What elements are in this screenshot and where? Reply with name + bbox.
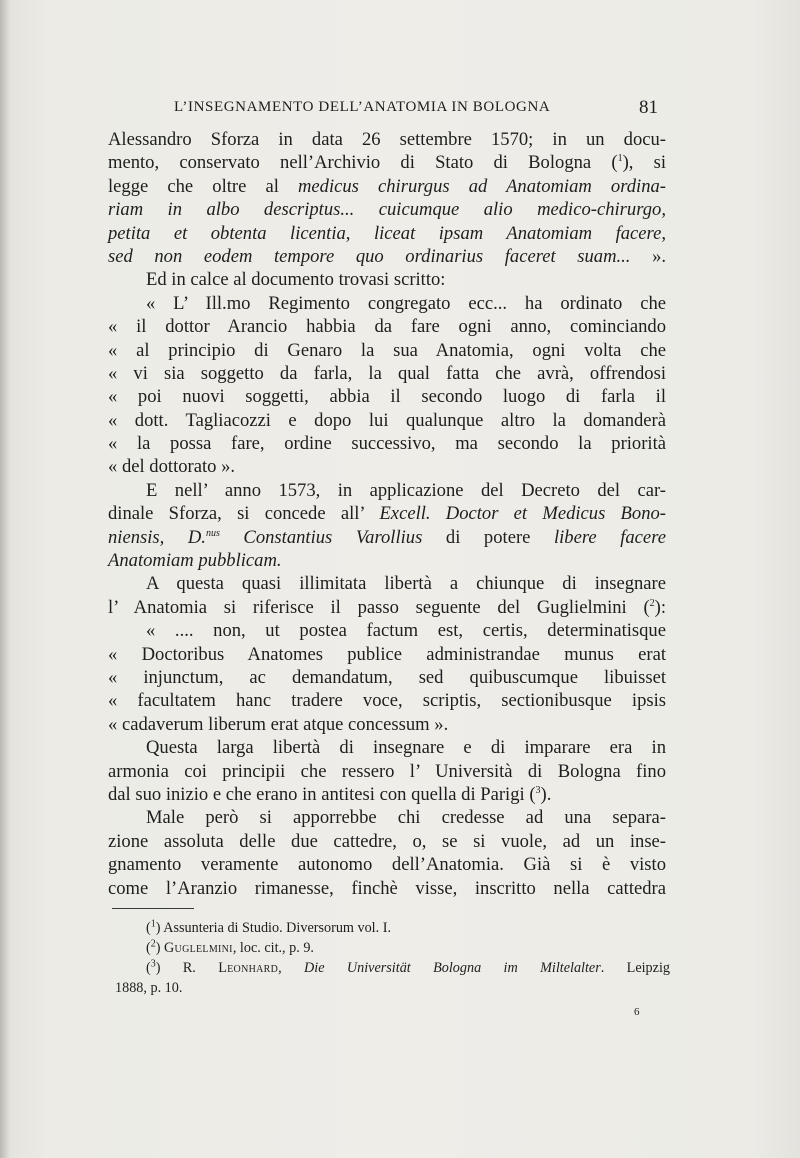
text-segment: libere facere xyxy=(553,526,666,548)
text-line xyxy=(108,760,666,783)
text-line xyxy=(108,713,666,736)
text-line xyxy=(108,409,666,432)
text-segment: di potere xyxy=(422,526,554,548)
text-line xyxy=(108,549,666,572)
footnotes xyxy=(115,918,670,998)
text-segment: come l’Aranzio rimanesse, finchè visse, inscritto nella cattedra xyxy=(108,877,666,899)
text-segment: « facultatem hanc tradere voce, scriptis, sectionibusque ipsis xyxy=(108,690,666,712)
text-segment: ( xyxy=(146,940,151,956)
text-line xyxy=(108,128,666,151)
text-segment: mento, conservato nell’Archivio di Stato di Bologna ( xyxy=(108,152,618,174)
text-line xyxy=(108,175,666,198)
text-line xyxy=(108,432,666,455)
text-segment: ) xyxy=(155,940,165,956)
text-segment: Die Universität Bologna im Miltelalter xyxy=(304,960,601,976)
text-segment: niensis, D. xyxy=(108,526,206,548)
text-segment: « la possa fare, ordine successivo, ma secondo la priorità xyxy=(108,433,666,455)
text-segment: « dott. Tagliacozzi e dopo lui qualunque altro la domanderà xyxy=(108,409,666,431)
text-segment: riam in albo descriptus... cuicumque alio medico-chirurgo, xyxy=(108,199,666,221)
text-line xyxy=(108,222,666,245)
text-segment: 1888, p. 10. xyxy=(115,980,183,996)
text-line xyxy=(108,572,666,595)
text-segment: ), si xyxy=(622,152,666,174)
text-line xyxy=(108,643,666,666)
running-title: L’INSEGNAMENTO DELL’ANATOMIA IN BOLOGNA xyxy=(174,99,551,115)
footnote-line xyxy=(115,978,670,998)
text-segment: A questa quasi illimitata libertà a chiunque di insegnare xyxy=(146,573,666,595)
text-line xyxy=(108,502,666,525)
signature-mark: 6 xyxy=(634,1006,640,1018)
text-segment: 3 xyxy=(150,958,156,970)
text-segment: 1 xyxy=(617,153,623,165)
text-segment: « injunctum, ac demandatum, sed quibuscumque libuisset xyxy=(108,666,666,688)
text-segment: 1 xyxy=(150,918,156,930)
text-segment: dal suo inizio e che erano in antitesi con quella di Parigi ( xyxy=(108,783,536,805)
text-segment: ) Assunteria di Studio. Diversorum vol. I. xyxy=(155,920,391,936)
text-segment: E nell’ anno 1573, in applicazione del Decreto del car- xyxy=(146,479,666,501)
text-segment: zione assoluta delle due cattedre, o, se si vuole, ad un inse- xyxy=(108,830,666,852)
text-line xyxy=(108,853,666,876)
footnote-line xyxy=(115,918,670,938)
body-text xyxy=(108,128,666,900)
text-line xyxy=(108,830,666,853)
text-line xyxy=(108,315,666,338)
text-segment: Questa larga libertà di insegnare e di imparare era in xyxy=(146,737,666,759)
text-line xyxy=(108,479,666,502)
text-segment: nus xyxy=(205,527,220,539)
text-segment: « del dottorato ». xyxy=(108,456,236,478)
text-line xyxy=(108,619,666,642)
text-segment: dinale Sforza, si concede all’ xyxy=(108,503,380,525)
text-segment: Male però si apporrebbe chi credesse ad una separa- xyxy=(146,807,666,829)
text-segment: ( xyxy=(146,920,151,936)
text-line xyxy=(108,362,666,385)
text-line xyxy=(108,198,666,221)
text-line xyxy=(108,666,666,689)
text-segment: « poi nuovi soggetti, abbia il secondo luogo di farla il xyxy=(108,386,666,408)
text-segment: « il dottor Arancio habbia da fare ogni anno, cominciando xyxy=(108,316,666,338)
text-segment: . Leipzig xyxy=(600,960,670,976)
text-segment: medicus chirurgus ad Anatomiam ordina- xyxy=(297,175,667,197)
text-segment: « al principio di Genaro la sua Anatomia, ogni volta che xyxy=(108,339,666,361)
text-line xyxy=(108,596,666,619)
text-line xyxy=(108,385,666,408)
text-segment: , xyxy=(278,960,305,976)
text-segment: Guglelmini xyxy=(164,940,233,956)
text-segment: ). xyxy=(540,783,552,805)
footnote-line xyxy=(115,958,670,978)
text-segment: , loc. cit., p. 9. xyxy=(232,940,314,956)
text-line xyxy=(108,455,666,478)
text-line xyxy=(108,339,666,362)
text-segment: l’ Anatomia si riferisce il passo seguente del Guglielmini ( xyxy=(108,596,650,618)
text-segment: 2 xyxy=(649,597,655,609)
text-segment: Excell. Doctor et Medicus Bono- xyxy=(379,503,666,525)
text-line xyxy=(108,783,666,806)
text-segment: « vi sia soggetto da farla, la qual fatta che avrà, offrendosi xyxy=(108,362,666,384)
text-line xyxy=(108,292,666,315)
text-line xyxy=(108,268,666,291)
text-segment: ): xyxy=(654,596,666,618)
text-segment: 3 xyxy=(535,784,541,796)
text-segment: « .... non, ut postea factum est, certis, determinatisque xyxy=(146,620,666,642)
text-segment: Constantius Varollius xyxy=(219,526,423,548)
text-segment: « L’ Ill.mo Regimento congregato ecc... ha ordinato che xyxy=(146,292,666,314)
text-segment: gnamento veramente autonomo dell’Anatomia. Già si è visto xyxy=(108,854,666,876)
text-line xyxy=(108,877,666,900)
text-segment: Ed in calce al documento trovasi scritto: xyxy=(146,269,446,291)
text-line xyxy=(108,151,666,174)
text-segment: ( xyxy=(146,960,151,976)
text-segment: ». xyxy=(630,245,667,267)
text-line xyxy=(108,736,666,759)
binding-shadow xyxy=(0,0,10,1158)
text-line xyxy=(108,245,666,268)
page-number: 81 xyxy=(639,97,658,118)
text-segment: petita et obtenta licentia, liceat ipsam Anatomiam facere, xyxy=(108,222,666,244)
text-segment: Alessandro Sforza in data 26 settembre 1570; in un docu- xyxy=(108,129,666,150)
text-segment: armonia coi principii che ressero l’ Università di Bologna fino xyxy=(108,760,666,782)
text-segment: « Doctoribus Anatomes publice administrandae munus erat xyxy=(108,643,666,665)
text-segment: « cadaverum liberum erat atque concessum ». xyxy=(108,713,449,735)
text-line xyxy=(108,526,666,549)
footnote-divider xyxy=(112,908,194,909)
text-segment: sed non eodem tempore quo ordinarius faceret suam... xyxy=(108,245,631,267)
text-line xyxy=(108,806,666,829)
text-segment: legge che oltre al xyxy=(108,175,298,197)
text-segment: 2 xyxy=(150,938,156,950)
text-segment: Anatomiam pubblicam. xyxy=(108,550,282,572)
text-segment: Leonhard xyxy=(218,960,279,976)
page-header xyxy=(174,97,658,123)
text-segment: ) R. xyxy=(155,960,219,976)
footnote-line xyxy=(115,938,670,958)
text-line xyxy=(108,689,666,712)
